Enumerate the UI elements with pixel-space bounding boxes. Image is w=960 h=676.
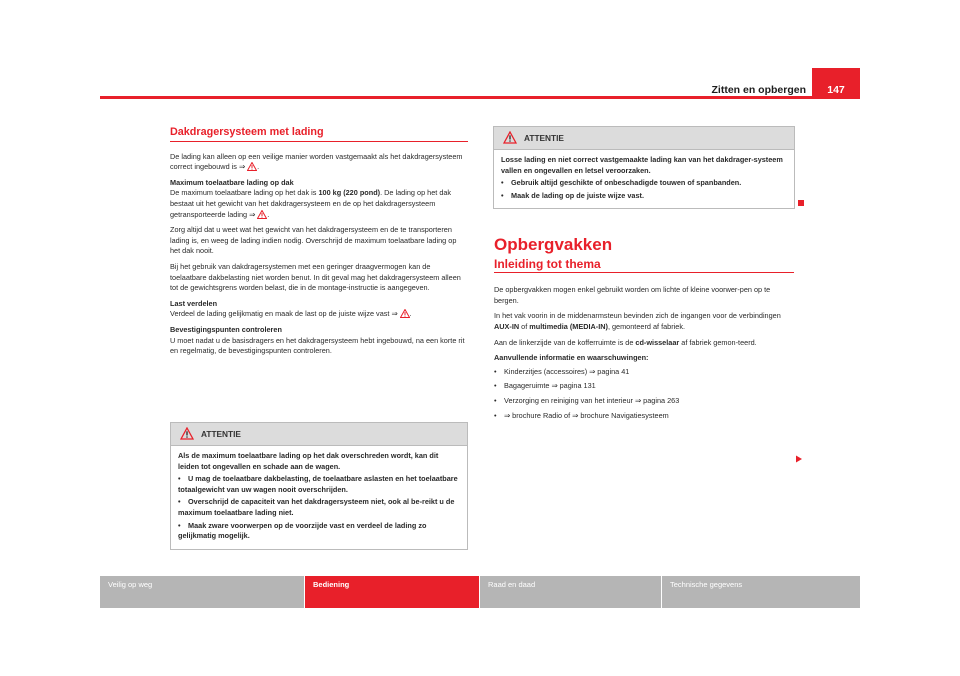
header-rule [100, 96, 860, 99]
warning-triangle-icon [503, 131, 517, 144]
chapter-title: Zitten en opbergen [711, 84, 806, 96]
attention-body [171, 446, 467, 549]
info-list-item: • ⇒ brochure Radio of ⇒ brochure Navigatiesysteem [494, 410, 669, 420]
heading-rule [170, 141, 468, 142]
distribute-title: Last verdelen [170, 298, 218, 308]
continue-arrow-icon [795, 455, 803, 463]
max-load-title: Maximum toelaatbare lading op dak [170, 177, 294, 187]
attention-intro: Als de maximum toelaatbare lading op het dak overschreden wordt, kan dit leiden tot ongevallen en schade aan de wagen. [178, 451, 439, 471]
info-list-item: • Verzorging en reiniging van het interieur ⇒ pagina 263 [494, 395, 680, 405]
attention-header [494, 127, 794, 150]
footer-tab-tips[interactable]: Raad en daad [480, 576, 661, 608]
page-number: 147 [827, 84, 845, 96]
attention-bullet: • Maak de lading op de juiste wijze vast. [501, 190, 645, 200]
connections-paragraph: In het vak voorin in de middenarmsteun bevinden zich de ingangen voor de verbindingen AUX-IN of multimedia (MEDIA-IN), gemonteerd af fabriek. [494, 311, 781, 331]
right-column [494, 235, 794, 425]
attention-header [171, 423, 467, 446]
distribute-paragraph: Verdeel de lading gelijkmatig en maak de last op de juiste wijze vast ⇒ . [170, 309, 412, 319]
fixing-points-paragraph: U moet nadat u de basisdragers en het dakdragersysteem hebt ingebouwd, na een korte rit en regelmatig, de bevestigingspunten controleren. [170, 335, 465, 356]
intro-paragraph: De lading kan alleen op een veilige manier worden vastgemaakt als het dakdragersysteem correct ingebouwd is ⇒ . [170, 151, 463, 172]
attention-box [493, 126, 795, 209]
footer-tab-technical[interactable]: Technische gegevens [662, 576, 860, 608]
fixing-points-title: Bevestigingspunten controleren [170, 324, 282, 334]
left-column [170, 127, 468, 362]
info-list [494, 367, 794, 421]
attention-bullet: • Overschrijd de capaciteit van het dakdragersysteem niet, ook al be-reikt u de maximum toelaatbare lading niet. [178, 497, 455, 517]
attention-intro: Losse lading en niet correct vastgemaakte lading kan van het dakdrager-systeem vallen en ongevallen en letsel veroorzaken. [501, 155, 783, 175]
subsection-title: Inleiding tot thema [494, 256, 601, 271]
attention-title: ATTENTIE [524, 133, 564, 143]
attention-box [170, 422, 468, 550]
info-list-item: • Kinderzitjes (accessoires) ⇒ pagina 41 [494, 366, 630, 376]
warning-triangle-icon [257, 210, 267, 219]
low-capacity-paragraph: Bij het gebruik van dakdragersystemen met een geringer draagvermogen kan de toelaatbare dakbelasting niet worden benut. In dit geval mag het dakdragersysteem alleen tot de gewichtsgrens worden belast, die in de montage-instructie is aangegeven. [170, 261, 461, 293]
attention-bullet: • Maak zware voorwerpen op de voorzijde vast en verdeel de lading zo gelijkmatig mogelijk. [178, 520, 427, 541]
footer-tab-safety[interactable]: Veilig op weg [100, 576, 304, 608]
section-heading: Dakdragersysteem met lading [170, 126, 324, 138]
section-title: Opbergvakken [494, 235, 613, 254]
section-end-mark [798, 200, 804, 206]
storage-intro-paragraph: De opbergvakken mogen enkel gebruikt worden om lichte of kleine voorwer-pen op te bergen. [494, 285, 771, 305]
warning-triangle-icon [247, 162, 257, 171]
check-weight-paragraph: Zorg altijd dat u weet wat het gewicht van het dakdragersysteem en de te transporteren lading is, en weeg de lading indien nodig. Overschrijd de maximum toelaatbare lading op het dak nooit. [170, 225, 457, 256]
footer-tab-operation[interactable]: Bediening [305, 576, 479, 608]
attention-title: ATTENTIE [201, 429, 241, 439]
warning-triangle-icon [400, 309, 410, 318]
warning-triangle-icon [180, 427, 194, 440]
attention-bullet: • Gebruik altijd geschikte of onbeschadigde touwen of spanbanden. [501, 178, 742, 188]
info-title: Aanvullende informatie en waarschuwingen: [494, 353, 649, 363]
info-list-item: • Bagageruimte ⇒ pagina 131 [494, 381, 596, 391]
attention-body [494, 150, 794, 208]
subsection-rule [494, 272, 794, 273]
max-load-paragraph: De maximum toelaatbare lading op het dak is 100 kg (220 pond). De lading op het dak bestaat uit het gewicht van het dakdragersysteem en de op het dakdragersysteem getransporteerde lading ⇒ . [170, 188, 452, 219]
attention-bullet: • U mag de toelaatbare dakbelasting, de toelaatbare aslasten en het toelaatbare totaalgewicht van uw wagen nooit overschrijden. [178, 474, 458, 494]
cd-changer-paragraph: Aan de linkerzijde van de kofferruimte is de cd-wisselaar af fabriek gemon-teerd. [494, 337, 757, 347]
